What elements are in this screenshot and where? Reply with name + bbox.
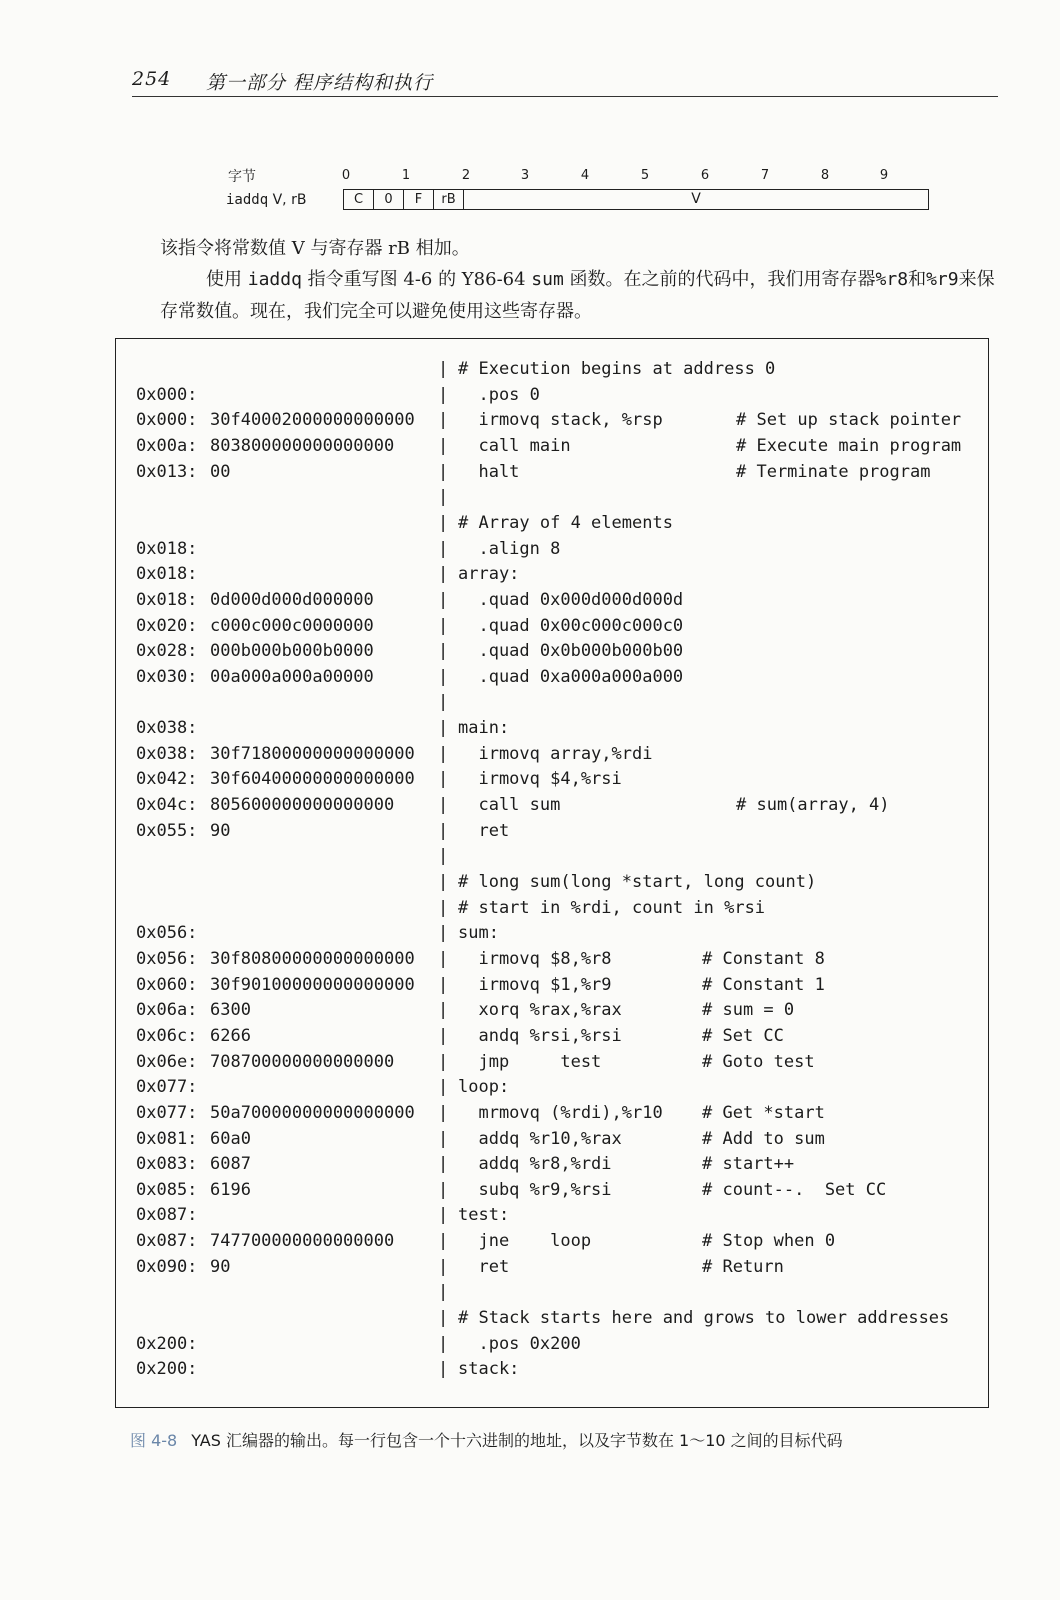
listing-line: [116, 718, 988, 744]
listing-line: [116, 1282, 988, 1308]
byte-number: 5: [640, 168, 650, 183]
separator: |: [438, 487, 449, 508]
page-number: 254: [132, 68, 172, 90]
address: 0x200:: [136, 1333, 198, 1354]
encoding-box: [343, 189, 929, 210]
separator: |: [438, 1077, 449, 1098]
comment: # start++: [702, 1154, 795, 1175]
paragraph-1: 该指令将常数值 V 与寄存器 rB 相加。: [160, 238, 470, 259]
address: 0x020:: [136, 615, 198, 636]
byte-number: 4: [580, 168, 590, 183]
separator: |: [438, 718, 449, 739]
listing-line: [116, 539, 988, 565]
listing-line: [116, 744, 988, 770]
address: 0x06e:: [136, 1051, 198, 1072]
byte-number: 8: [820, 168, 830, 183]
comment: # Return: [702, 1256, 784, 1277]
listing-line: [116, 975, 988, 1001]
object-bytes: 805600000000000000: [210, 795, 395, 816]
figure-caption: [130, 1428, 843, 1451]
encoding-cell-value: V: [691, 191, 701, 207]
object-bytes: 708700000000000000: [210, 1051, 395, 1072]
assembly: xorq %rax,%rax: [458, 1000, 622, 1021]
address: 0x077:: [136, 1102, 198, 1123]
address: 0x087:: [136, 1231, 198, 1252]
encoding-cell-ifun: 0: [374, 190, 404, 209]
address: 0x06c:: [136, 1025, 198, 1046]
inline-code: %r8: [875, 269, 909, 290]
separator: |: [438, 795, 449, 816]
inline-code: sum: [531, 269, 564, 290]
object-bytes: 30f71800000000000000: [210, 743, 415, 764]
address: 0x085:: [136, 1179, 198, 1200]
comment: # Get *start: [702, 1102, 825, 1123]
separator: |: [438, 948, 449, 969]
listing-line: [116, 667, 988, 693]
address: 0x018:: [136, 564, 198, 585]
separator: |: [438, 641, 449, 662]
address: 0x042:: [136, 769, 198, 790]
instruction-encoding-figure: [220, 164, 940, 216]
separator: |: [438, 1128, 449, 1149]
encoding-cell-rb: rB: [434, 190, 464, 209]
assembly: # Stack starts here and grows to lower addresses: [458, 1308, 950, 1329]
listing-line: [116, 359, 988, 385]
separator: |: [438, 1025, 449, 1046]
separator: |: [438, 1000, 449, 1021]
address: 0x018:: [136, 538, 198, 559]
paragraph-2: 使用 iaddq 指令重写图 4-6 的 Y86-64 sum 函数。在之前的代码中，我们用寄存器%r8和%r9来保存常数值。现在，我们完全可以避免使用这些寄存器。: [160, 269, 995, 322]
assembly: call sum: [458, 795, 561, 816]
comment: # Execute main program: [736, 435, 962, 456]
object-bytes: 30f40002000000000000: [210, 410, 415, 431]
comment: # sum = 0: [702, 1000, 795, 1021]
address: 0x000:: [136, 410, 198, 431]
separator: |: [438, 564, 449, 585]
address: 0x056:: [136, 948, 198, 969]
listing-line: [116, 898, 988, 924]
object-bytes: 30f80800000000000000: [210, 948, 415, 969]
address: 0x056:: [136, 923, 198, 944]
object-bytes: 00a000a000a00000: [210, 666, 374, 687]
instruction-operands: V, rB: [272, 192, 307, 208]
byte-number: 2: [461, 168, 471, 183]
encoding-cell-ra: F: [404, 190, 434, 209]
assembly: # Array of 4 elements: [458, 512, 673, 533]
separator: |: [438, 1308, 449, 1329]
address: 0x030:: [136, 666, 198, 687]
listing-line: [116, 846, 988, 872]
assembly: .quad 0xa000a000a000: [458, 666, 684, 687]
separator: |: [438, 1179, 449, 1200]
listing-line: [116, 385, 988, 411]
assembly: halt: [458, 461, 520, 482]
separator: |: [438, 1102, 449, 1123]
listing-line: [116, 1231, 988, 1257]
assembly: .pos 0x200: [458, 1333, 581, 1354]
inline-code: %r9: [926, 269, 959, 290]
comment: # sum(array, 4): [736, 795, 890, 816]
separator: |: [438, 743, 449, 764]
assembly: addq %r10,%rax: [458, 1128, 622, 1149]
assembly: # Execution begins at address 0: [458, 359, 776, 379]
byte-number: 6: [700, 168, 710, 183]
object-bytes: 6266: [210, 1025, 251, 1046]
address: 0x06a:: [136, 1000, 198, 1021]
assembly: subq %r9,%rsi: [458, 1179, 612, 1200]
address: 0x055:: [136, 820, 198, 841]
listing-line: [116, 923, 988, 949]
address: 0x090:: [136, 1256, 198, 1277]
comment: # Set up stack pointer: [736, 410, 962, 431]
assembly: # long sum(long *start, long count): [458, 872, 817, 892]
byte-number: 3: [520, 168, 530, 183]
address: 0x087:: [136, 1205, 198, 1226]
assembly: irmovq $8,%r8: [458, 948, 612, 969]
address: 0x060:: [136, 974, 198, 995]
comment: # Set CC: [702, 1025, 784, 1046]
listing-line: [116, 872, 988, 898]
listing-line: [116, 769, 988, 795]
separator: |: [438, 359, 449, 379]
assembly: ret: [458, 1256, 510, 1277]
inline-code: iaddq: [247, 269, 302, 290]
listing-line: [116, 1000, 988, 1026]
figure-number: 图 4-8: [130, 1431, 178, 1450]
address: 0x200:: [136, 1359, 198, 1380]
running-title: 第一部分 程序结构和执行: [206, 72, 434, 94]
comment: # Stop when 0: [702, 1231, 836, 1252]
listing-line: [116, 1154, 988, 1180]
object-bytes: 90: [210, 820, 231, 841]
listing-line: [116, 1129, 988, 1155]
object-bytes: 000b000b000b0000: [210, 641, 374, 662]
separator: |: [438, 435, 449, 456]
separator: |: [438, 769, 449, 790]
listing-line: [116, 1026, 988, 1052]
listing-line: [116, 462, 988, 488]
address: 0x038:: [136, 743, 198, 764]
separator: |: [438, 1359, 449, 1380]
byte-number: 0: [341, 168, 351, 183]
object-bytes: 6300: [210, 1000, 251, 1021]
assembly: ret: [458, 820, 510, 841]
listing-line: [116, 949, 988, 975]
listing-line: [116, 513, 988, 539]
separator: |: [438, 897, 449, 918]
page-header: [132, 66, 998, 97]
address: 0x04c:: [136, 795, 198, 816]
separator: |: [438, 1205, 449, 1226]
separator: |: [438, 820, 449, 841]
object-bytes: 803800000000000000: [210, 435, 395, 456]
comment: # Constant 1: [702, 974, 825, 995]
byte-number: 1: [401, 168, 411, 183]
listing-line: [116, 616, 988, 642]
listing-line: [116, 1077, 988, 1103]
separator: |: [438, 872, 449, 892]
assembly: irmovq stack, %rsp: [458, 410, 663, 431]
object-bytes: 6087: [210, 1154, 251, 1175]
instruction-label: [226, 192, 306, 208]
separator: |: [438, 512, 449, 533]
listing-line: [116, 1308, 988, 1334]
assembly: .quad 0x00c000c000c0: [458, 615, 684, 636]
assembly: stack:: [458, 1359, 520, 1380]
assembly: .align 8: [458, 538, 561, 559]
listing-line: [116, 564, 988, 590]
listing-line: [116, 1359, 988, 1385]
comment: # Constant 8: [702, 948, 825, 969]
address: 0x081:: [136, 1128, 198, 1149]
assembly: jne loop: [458, 1231, 592, 1252]
address: 0x013:: [136, 461, 198, 482]
caption-text: YAS 汇编器的输出。每一行包含一个十六进制的地址，以及字节数在 1～10 之间的目标代码: [191, 1431, 843, 1450]
listing-line: [116, 1052, 988, 1078]
separator: |: [438, 1256, 449, 1277]
byte-number: 9: [879, 168, 889, 183]
comment: # Terminate program: [736, 461, 931, 482]
address: 0x018:: [136, 589, 198, 610]
object-bytes: 6196: [210, 1179, 251, 1200]
listing-line: [116, 692, 988, 718]
assembly: sum:: [458, 923, 499, 944]
listing-line: [116, 1180, 988, 1206]
listing-line: [116, 1103, 988, 1129]
listing-line: [116, 487, 988, 513]
comment: # Add to sum: [702, 1128, 825, 1149]
separator: |: [438, 538, 449, 559]
separator: |: [438, 846, 449, 867]
object-bytes: 30f90100000000000000: [210, 974, 415, 995]
address: 0x00a:: [136, 435, 198, 456]
separator: |: [438, 1051, 449, 1072]
listing-line: [116, 821, 988, 847]
assembly: # start in %rdi, count in %rsi: [458, 897, 766, 918]
assembly: mrmovq (%rdi),%r10: [458, 1102, 663, 1123]
assembly: test:: [458, 1205, 510, 1226]
encoding-cell-icode: C: [344, 190, 374, 209]
separator: |: [438, 1282, 449, 1303]
assembly: array:: [458, 564, 520, 585]
object-bytes: 0d000d000d000000: [210, 589, 374, 610]
listing-line: [116, 1334, 988, 1360]
separator: |: [438, 589, 449, 610]
address: 0x028:: [136, 641, 198, 662]
listing-line: [116, 410, 988, 436]
address: 0x077:: [136, 1077, 198, 1098]
separator: |: [438, 923, 449, 944]
object-bytes: c000c000c0000000: [210, 615, 374, 636]
listing-line: [116, 590, 988, 616]
separator: |: [438, 1231, 449, 1252]
assembly: call main: [458, 435, 571, 456]
object-bytes: 30f60400000000000000: [210, 769, 415, 790]
separator: |: [438, 410, 449, 431]
assembly: main:: [458, 718, 510, 739]
assembly: .pos 0: [458, 384, 540, 405]
separator: |: [438, 666, 449, 687]
assembly: addq %r8,%rdi: [458, 1154, 612, 1175]
assembly: irmovq array,%rdi: [458, 743, 653, 764]
listing-line: [116, 641, 988, 667]
separator: |: [438, 461, 449, 482]
address: 0x083:: [136, 1154, 198, 1175]
listing-line: [116, 1257, 988, 1283]
assembly: jmp test: [458, 1051, 602, 1072]
object-bytes: 90: [210, 1256, 231, 1277]
object-bytes: 00: [210, 461, 231, 482]
assembly: .quad 0x0b000b000b00: [458, 641, 684, 662]
separator: |: [438, 615, 449, 636]
object-bytes: 50a70000000000000000: [210, 1102, 415, 1123]
comment: # Goto test: [702, 1051, 815, 1072]
assembly: .quad 0x000d000d000d: [458, 589, 684, 610]
listing-line: [116, 1205, 988, 1231]
assembly: loop:: [458, 1077, 510, 1098]
separator: |: [438, 692, 449, 713]
assembly: irmovq $1,%r9: [458, 974, 612, 995]
listing-line: [116, 436, 988, 462]
assembler-listing: [115, 338, 989, 1408]
address: 0x038:: [136, 718, 198, 739]
comment: # count--. Set CC: [702, 1179, 887, 1200]
instruction-mnemonic: iaddq: [226, 192, 269, 208]
separator: |: [438, 384, 449, 405]
assembly: andq %rsi,%rsi: [458, 1025, 622, 1046]
listing-line: [116, 795, 988, 821]
object-bytes: 60a0: [210, 1128, 251, 1149]
separator: |: [438, 974, 449, 995]
assembly: irmovq $4,%rsi: [458, 769, 622, 790]
separator: |: [438, 1154, 449, 1175]
address: 0x000:: [136, 384, 198, 405]
object-bytes: 747700000000000000: [210, 1231, 395, 1252]
separator: |: [438, 1333, 449, 1354]
bytes-label: 字节: [228, 169, 256, 185]
byte-number: 7: [760, 168, 770, 183]
